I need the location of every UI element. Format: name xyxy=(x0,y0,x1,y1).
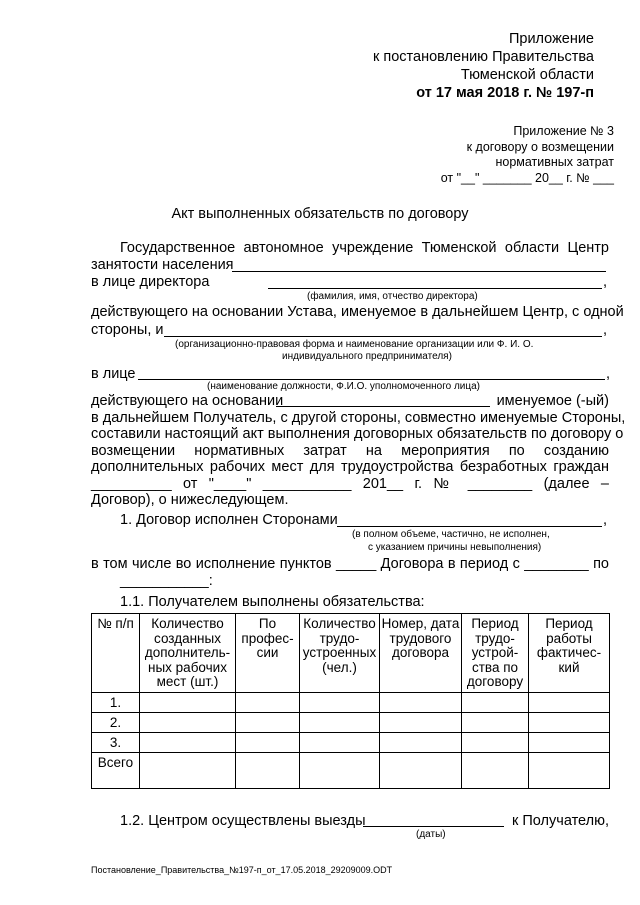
table-cell xyxy=(300,712,380,732)
table-cell xyxy=(236,732,300,752)
table-header-cell: Номер, дата трудового договора xyxy=(380,614,462,693)
comma-3: , xyxy=(606,366,611,382)
table-cell xyxy=(236,712,300,732)
p1-line-2-label: занятости населения xyxy=(91,257,234,273)
row-number: 3. xyxy=(92,732,140,752)
table-cell xyxy=(140,752,236,788)
table-cell xyxy=(300,692,380,712)
table-cell xyxy=(529,712,610,732)
fulfilment-field-line xyxy=(337,526,602,527)
director-field-line xyxy=(268,288,602,289)
row-number: 1. xyxy=(92,692,140,712)
table-cell xyxy=(462,752,529,788)
p1-line-1: Государственное автономное учреждение Тюменской области Центр xyxy=(120,240,609,256)
caption-org-1: (организационно-правовая форма и наименование организации или Ф. И. О. xyxy=(175,339,534,350)
caption-official: (наименование должности, Ф.И.О. уполномоченного лица) xyxy=(207,381,480,392)
table-cell xyxy=(300,752,380,788)
p1-line-3-label: в лице директора xyxy=(91,274,210,290)
table-cell xyxy=(529,692,610,712)
table-header-cell: № п/п xyxy=(92,614,140,693)
row-total-label: Всего xyxy=(92,752,140,788)
table-header-cell: Период трудо-устрой-ства по договору xyxy=(462,614,529,693)
header-line-2: к постановлению Правительства xyxy=(373,49,594,65)
caption-director: (фамилия, имя, отчество директора) xyxy=(307,291,478,302)
annex-block xyxy=(441,124,614,186)
p1-line-12: __________ от "____" ___________ 201__ г. № ________ (далее – xyxy=(91,476,609,492)
p3-line-2: ___________: xyxy=(120,573,213,589)
p1-line-6-label: в лице xyxy=(91,366,136,382)
header-line-3: Тюменской области xyxy=(460,67,594,83)
table-cell xyxy=(462,712,529,732)
annex-line-1: Приложение № 3 xyxy=(513,124,614,138)
caption-org-2: индивидуального предпринимателя) xyxy=(282,351,452,362)
p1-line-10: возмещении нормативных затрат на мероприятия по созданию xyxy=(91,443,609,459)
center-name-field-line xyxy=(232,271,606,272)
annex-line-4: от "__" _______ 20__ г. № ___ xyxy=(440,170,614,185)
p1-line-11: дополнительных рабочих мест для трудоустройства безработных граждан xyxy=(91,459,609,475)
table-header-cell: Количество трудо-устроенных (чел.) xyxy=(300,614,380,693)
table-cell xyxy=(529,752,610,788)
comma-1: , xyxy=(603,274,608,290)
table-cell xyxy=(462,732,529,752)
p1-line-8: в дальнейшем Получатель, с другой стороны, совместно именуемые Стороны, xyxy=(91,410,626,426)
p3-line-1: в том числе во исполнение пунктов _____ Договора в период с ________ по xyxy=(91,556,609,572)
p1-line-9: составили настоящий акт выполнения договорных обязательств по договору о xyxy=(91,426,624,442)
table-header-cell: По профес-сии xyxy=(236,614,300,693)
recipient-field-line xyxy=(164,336,602,337)
official-field-line xyxy=(138,379,605,380)
table-cell xyxy=(236,692,300,712)
table-row xyxy=(92,712,610,732)
p1-line-5-label: стороны, и xyxy=(91,322,164,338)
p1-line-7-right: именуемое (-ый) xyxy=(496,393,609,409)
caption-fulfilment-2: с указанием причины невыполнения) xyxy=(368,542,542,553)
table-cell xyxy=(140,712,236,732)
table-cell xyxy=(462,692,529,712)
caption-dates: (даты) xyxy=(416,829,446,840)
row-number: 2. xyxy=(92,712,140,732)
comma-2: , xyxy=(603,322,608,338)
table-row xyxy=(92,692,610,712)
p5-left: 1.2. Центром осуществлены выезды xyxy=(120,813,366,829)
basis-field-line xyxy=(276,406,490,407)
p1-line-13: Договор), о нижеследующем. xyxy=(91,492,289,508)
table-cell xyxy=(300,732,380,752)
p5-right: к Получателю, xyxy=(512,813,609,829)
header-line-1: Приложение xyxy=(508,31,594,47)
table-cell xyxy=(380,712,462,732)
document-title: Акт выполненных обязательств по договору xyxy=(171,206,469,222)
table-cell xyxy=(140,732,236,752)
table-header-cell: Период работы фактичес-кий xyxy=(529,614,610,693)
dates-field-line xyxy=(363,826,504,827)
p4-heading: 1.1. Получателем выполнены обязательства: xyxy=(120,594,425,610)
table-cell xyxy=(380,692,462,712)
table-cell xyxy=(380,732,462,752)
table-cell xyxy=(380,752,462,788)
header-block xyxy=(373,30,594,102)
p2-label: 1. Договор исполнен Сторонами xyxy=(120,512,338,528)
table-header-cell: Количество созданных дополнитель-ных рабочих мест (шт.) xyxy=(140,614,236,693)
table-row-total xyxy=(92,752,610,788)
table-header-row xyxy=(92,614,610,693)
p1-line-7-left: действующего на основании xyxy=(91,393,284,409)
obligations-table xyxy=(91,613,610,789)
comma-4: , xyxy=(603,512,608,528)
table-cell xyxy=(236,752,300,788)
caption-fulfilment-1: (в полном объеме, частично, не исполнен, xyxy=(352,529,550,540)
header-decree-date: от 17 мая 2018 г. № 197-п xyxy=(416,85,594,101)
p1-line-4: действующего на основании Устава, именуемое в дальнейшем Центр, с одной xyxy=(91,304,624,320)
document-footer-filename: Постановление_Правительства_№197-п_от_17.05.2018_29209009.ODT xyxy=(91,865,393,875)
annex-line-3: нормативных затрат xyxy=(495,155,614,169)
annex-line-2: к договору о возмещении xyxy=(466,139,614,154)
table-cell xyxy=(140,692,236,712)
table-row xyxy=(92,732,610,752)
table-cell xyxy=(529,732,610,752)
